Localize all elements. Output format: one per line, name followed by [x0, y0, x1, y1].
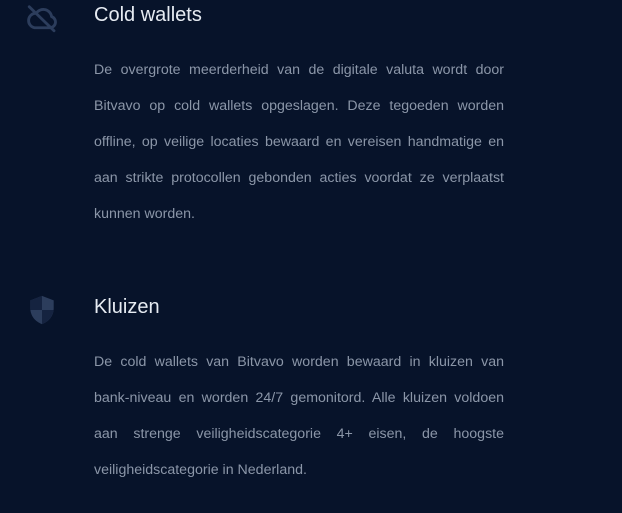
shield-icon: [24, 292, 60, 328]
feature-title: Kluizen: [94, 296, 160, 318]
cloud-off-icon: [24, 0, 60, 36]
feature-title: Cold wallets: [94, 4, 202, 26]
feature-description: De overgrote meerderheid van de digitale valuta wordt door Bitvavo op cold wallets opgeslagen. Deze tegoeden worden offline, op veilige locaties bewaard en vereisen handmatige en aan strikte protocollen gebonden acties voordat ze verplaatst kunnen worden.: [94, 62, 504, 222]
feature-description: De cold wallets van Bitvavo worden bewaard in kluizen van bank-niveau en worden 24/7 gemonitord. Alle kluizen voldoen aan strenge veiligheidscategorie 4+ eisen, de hoogste veiligheidscategorie in Nederland.: [94, 354, 504, 478]
